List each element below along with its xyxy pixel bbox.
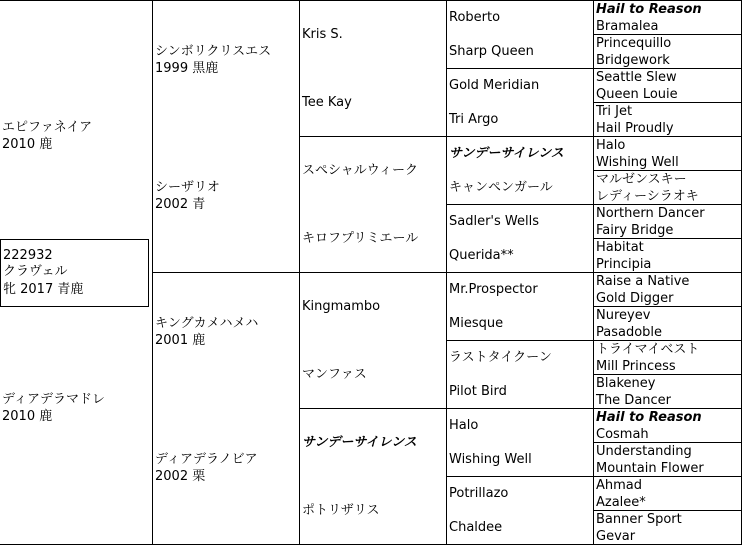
g5-20: トライマイベスト [596, 342, 700, 357]
g5-3: Bridgework [596, 53, 670, 68]
row-sep-g4-a [446, 68, 742, 69]
g2-name-2: キングカメハメハ [155, 316, 259, 331]
g2-info-1: 2002 青 [155, 197, 206, 212]
row-sep-g4-c [446, 340, 742, 341]
g5-26: Understanding [596, 444, 692, 459]
g4-0: Roberto [449, 10, 501, 25]
subject-info: 牝 2017 青鹿 [3, 282, 84, 297]
g5-9: Wishing Well [596, 155, 679, 170]
g2-name-1: シーザリオ [155, 180, 220, 195]
dam-info: 2010 鹿 [2, 409, 53, 424]
g4-10: ラストタイクーン [449, 350, 552, 365]
g5-25: Cosmah [596, 427, 649, 442]
g4-9: Miesque [449, 316, 504, 331]
subject-id: 222932 [3, 248, 53, 263]
g3-4: Kingmambo [302, 299, 381, 314]
g5-14: Habitat [596, 240, 644, 255]
g5-5: Queen Louie [596, 87, 678, 102]
g5-11: レディーシラオキ [596, 189, 699, 204]
frame-top [0, 0, 742, 1]
g3-1: Tee Kay [302, 95, 352, 110]
g2-info-0: 1999 黒鹿 [155, 61, 219, 76]
g4-1: Sharp Queen [449, 44, 534, 59]
g5-29: Azalee* [596, 495, 646, 510]
g5-22: Blakeney [596, 376, 656, 391]
g5-6: Tri Jet [596, 104, 633, 119]
g4-12: Halo [449, 418, 479, 433]
subject-name: クラヴェル [3, 264, 68, 279]
g5-23: The Dancer [596, 393, 672, 408]
g4-8: Mr.Prospector [449, 282, 538, 297]
g3-7: ポトリザリス [302, 503, 380, 518]
g5-1: Bramalea [596, 19, 659, 34]
g4-13: Wishing Well [449, 452, 532, 467]
g4-11: Pilot Bird [449, 384, 507, 399]
g5-18: Nureyev [596, 308, 651, 323]
g5-8: Halo [596, 138, 626, 153]
g5-12: Northern Dancer [596, 206, 705, 221]
g5-31: Gevar [596, 529, 636, 544]
row-sep-g2 [152, 272, 742, 273]
g5-10: マルゼンスキー [596, 172, 687, 187]
g3-6: サンデーサイレンス [302, 435, 417, 450]
g3-2: スペシャルウィーク [302, 163, 418, 178]
g4-15: Chaldee [449, 520, 503, 535]
g4-14: Potrillazo [449, 486, 509, 501]
g5-17: Gold Digger [596, 291, 674, 306]
g5-2: Princequillo [596, 36, 672, 51]
g4-5: キャンペンガール [449, 180, 553, 195]
g5-7: Hail Proudly [596, 121, 674, 136]
g5-16: Raise a Native [596, 274, 690, 289]
g5-21: Mill Princess [596, 359, 676, 374]
dam-name: ディアデラマドレ [2, 392, 105, 407]
g4-3: Tri Argo [449, 112, 499, 127]
g2-name-0: シンボリクリスエス [155, 44, 272, 59]
g5-27: Mountain Flower [596, 461, 704, 476]
sire-info: 2010 鹿 [2, 137, 53, 152]
g3-3: キロフプリミエール [302, 231, 419, 246]
g5-30: Banner Sport [596, 512, 682, 527]
g3-0: Kris S. [302, 27, 343, 42]
g5-0: Hail to Reason [596, 2, 702, 17]
g5-28: Ahmad [596, 478, 643, 493]
g4-2: Gold Meridian [449, 78, 540, 93]
g5-13: Fairy Bridge [596, 223, 674, 238]
g2-info-2: 2001 鹿 [155, 333, 206, 348]
g5-19: Pasadoble [596, 325, 663, 340]
g5-24: Hail to Reason [596, 410, 702, 425]
row-sep-g3-b [299, 408, 742, 409]
g4-4: サンデーサイレンス [449, 146, 564, 161]
g4-7: Querida** [449, 248, 514, 263]
g2-info-3: 2002 栗 [155, 469, 206, 484]
g5-4: Seattle Slew [596, 70, 677, 85]
g5-15: Principia [596, 257, 652, 272]
g3-5: マンファス [302, 367, 367, 382]
sire-name: エピファネイア [2, 120, 93, 135]
row-sep-g3-a [299, 136, 742, 137]
subject-box [0, 239, 149, 307]
g2-name-3: ディアデラノビア [155, 452, 258, 467]
g4-6: Sadler's Wells [449, 214, 539, 229]
